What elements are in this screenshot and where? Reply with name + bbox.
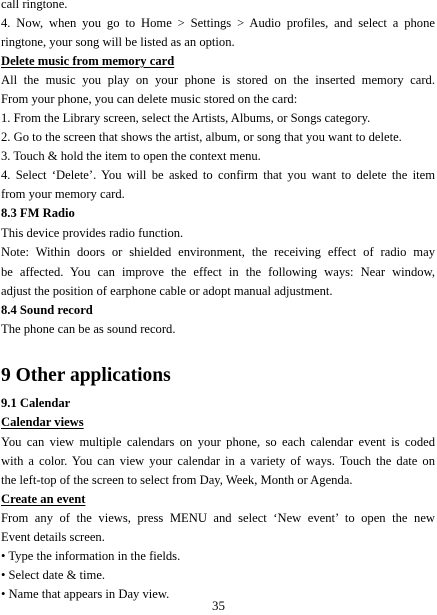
bullet-item: • Type the information in the fields. (1, 549, 181, 563)
text-line: The phone can be as sound record. (1, 322, 176, 336)
list-item: 3. Touch & hold the item to open the context menu. (1, 149, 261, 163)
text-line: from your memory card. (1, 187, 125, 201)
section-heading-calendar: 9.1 Calendar (1, 396, 71, 410)
text-line: 4. Now, when you go to Home > Settings > Audio profiles, and select a phone (1, 16, 435, 30)
section-heading-sound-record: 8.4 Sound record (1, 303, 93, 317)
bullet-item: • Select date & time. (1, 568, 106, 582)
text-line: Note: Within doors or shielded environment, the receiving effect of radio may (1, 245, 435, 259)
bullet-item: • Name that appears in Day view. (1, 587, 170, 601)
text-line: the left-top of the screen to select from Day, Week, Month or Agenda. (1, 473, 353, 487)
text-line: Event details screen. (1, 530, 105, 544)
text-line: be affected. You can improve the effect in the following ways: Near window, (1, 265, 435, 279)
text-line: with a color. You can view your calendar in a variety of ways. Touch the date on (1, 454, 435, 468)
list-item: 2. Go to the screen that shows the artist, album, or song that you want to delete. (1, 130, 402, 144)
text-line: ringtone, your song will be listed as an option. (1, 35, 235, 49)
text-line: From your phone, you can delete music stored on the card: (1, 92, 298, 106)
text-line: All the music you play on your phone is stored on the inserted memory card. (1, 73, 435, 87)
text-line: You can view multiple calendars on your phone, so each calendar event is coded (1, 435, 435, 449)
text-line: adjust the position of earphone cable or adopt manual adjustment. (1, 284, 333, 298)
subsection-heading-calendar-views: Calendar views (1, 415, 84, 429)
section-heading-fm-radio: 8.3 FM Radio (1, 206, 75, 220)
text-line: This device provides radio function. (1, 226, 184, 240)
list-item: 1. From the Library screen, select the Artists, Albums, or Songs category. (1, 111, 371, 125)
text-line: From any of the views, press MENU and select ‘New event’ to open the new (1, 511, 435, 525)
chapter-heading: 9 Other applications (1, 365, 171, 386)
subsection-heading-create-event: Create an event (1, 492, 86, 506)
section-heading-delete-music: Delete music from memory card (1, 54, 175, 68)
text-line: call ringtone. (1, 0, 68, 11)
list-item: 4. Select ‘Delete’. You will be asked to confirm that you want to delete the item (1, 168, 435, 182)
page-number: 35 (212, 598, 225, 613)
